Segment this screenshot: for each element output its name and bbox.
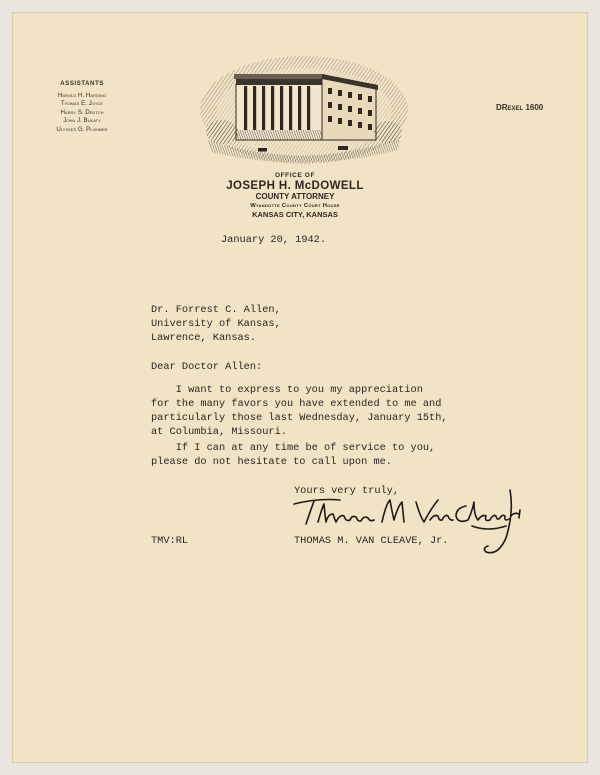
assistant-name: Harold H. Harding — [58, 91, 106, 99]
courthouse-illustration — [198, 54, 410, 166]
paragraph-line: particularly those last Wednesday, January 15th, — [151, 412, 448, 424]
paragraph-line: at Columbia, Missouri. — [151, 426, 287, 438]
office-of-label: OFFICE OF — [274, 172, 316, 179]
paragraph-line: for the many favors you have extended to me and — [151, 398, 442, 410]
paragraph-line: I want to express to you my appreciation — [151, 384, 423, 396]
paragraph-line: If I can at any time be of service to you, — [151, 442, 436, 454]
assistant-name: Thomas E. Joyce — [60, 100, 104, 108]
typist-initials: TMV:RL — [151, 535, 189, 547]
signer-typed-name: THOMAS M. VAN CLEAVE, Jr. — [294, 535, 449, 547]
assistant-name: John J. Bukaty — [63, 117, 101, 125]
body-paragraph-2 — [151, 441, 435, 469]
assistants-list — [42, 80, 122, 135]
recipient-line: University of Kansas, — [151, 318, 281, 330]
attorney-name: JOSEPH H. McDOWELL — [226, 180, 364, 192]
letter-date: January 20, 1942. — [221, 234, 327, 246]
handwritten-signature — [288, 482, 523, 570]
attorney-title: COUNTY ATTORNEY — [255, 192, 335, 201]
assistant-name: Harry S. Deutch — [60, 108, 104, 116]
court-house-label: Wyandotte County Court House — [250, 203, 340, 209]
assistant-name: Ulysses G. Plummer — [56, 125, 108, 133]
body-paragraph-1 — [151, 383, 448, 439]
city-label: KANSAS CITY, KANSAS — [252, 210, 338, 219]
paragraph-line: please do not hesitate to call upon me. — [151, 456, 392, 468]
phone-number: DRexel 1600 — [496, 103, 544, 112]
salutation: Dear Doctor Allen: — [151, 361, 263, 373]
closing: Yours very truly, — [294, 485, 400, 497]
assistants-heading: ASSISTANTS — [60, 80, 104, 87]
recipient-line: Dr. Forrest C. Allen, — [151, 304, 281, 316]
recipient-address — [151, 303, 281, 345]
office-block — [160, 172, 430, 219]
recipient-line: Lawrence, Kansas. — [151, 332, 257, 344]
